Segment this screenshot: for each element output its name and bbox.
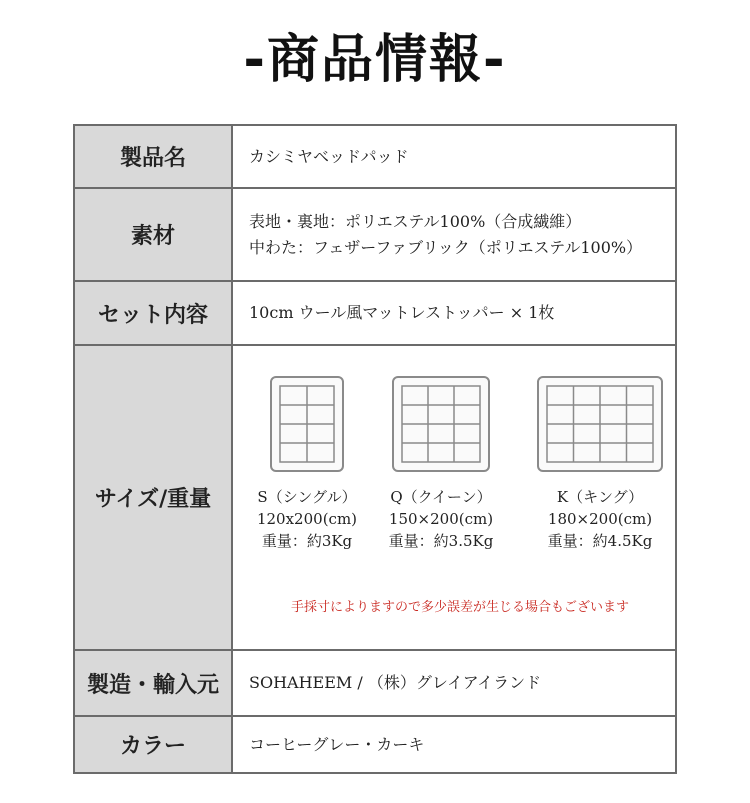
- queen-mattress-diagram: [392, 376, 490, 472]
- row-label: カラー: [75, 717, 233, 772]
- bed-dims: 150×200(cm): [388, 510, 494, 528]
- bed-weight: 重量：約4.5Kg: [547, 532, 653, 550]
- row-color: [75, 717, 675, 772]
- king-size-spec: [535, 486, 665, 552]
- material-line-1: 表地・裏地：ポリエステル100%（合成繊維）: [249, 211, 582, 231]
- bed-name: K（キング）: [556, 488, 644, 506]
- bed-dims: 180×200(cm): [547, 510, 653, 528]
- bed-name: Q（クイーン）: [390, 488, 492, 506]
- bed-dims: 120x200(cm): [256, 510, 358, 528]
- page-title: -商品情報-: [243, 30, 507, 90]
- row-value: [249, 189, 665, 280]
- row-set-contents: [75, 282, 675, 346]
- row-label: 製品名: [75, 126, 233, 187]
- row-product-name: [75, 126, 675, 189]
- row-label: サイズ/重量: [75, 346, 233, 649]
- row-label: セット内容: [75, 282, 233, 344]
- bed-weight: 重量：約3.5Kg: [388, 532, 494, 550]
- color-value: コーヒーグレー・カーキ: [249, 734, 425, 754]
- set-contents-value: 10cm ウール風マットレストッパー × 1枚: [249, 303, 555, 322]
- king-mattress-diagram: [537, 376, 663, 472]
- row-value: [249, 282, 665, 344]
- manufacturer-value: SOHAHEEM / （株）グレイアイランド: [249, 673, 542, 692]
- row-value: [249, 126, 665, 187]
- bed-name: S（シングル）: [257, 488, 357, 506]
- single-mattress-diagram: [270, 376, 344, 472]
- size-diagrams: [235, 346, 675, 649]
- single-size-spec: [243, 486, 371, 552]
- row-manufacturer: [75, 651, 675, 717]
- measurement-note: 手採寸によりますので多少誤差が生じる場合もございます: [290, 600, 629, 615]
- row-label: 素材: [75, 189, 233, 280]
- product-info-table: [73, 124, 677, 774]
- row-value: [249, 651, 665, 715]
- row-size-weight: [75, 346, 675, 651]
- row-material: [75, 189, 675, 282]
- product-name-value: カシミヤベッドパッド: [249, 146, 409, 166]
- row-value: [249, 717, 665, 772]
- row-label: 製造・輸入元: [75, 651, 233, 715]
- material-line-2: 中わた：フェザーファブリック（ポリエステル100%）: [249, 237, 643, 257]
- queen-size-spec: [377, 486, 505, 552]
- bed-weight: 重量：約3Kg: [261, 532, 353, 550]
